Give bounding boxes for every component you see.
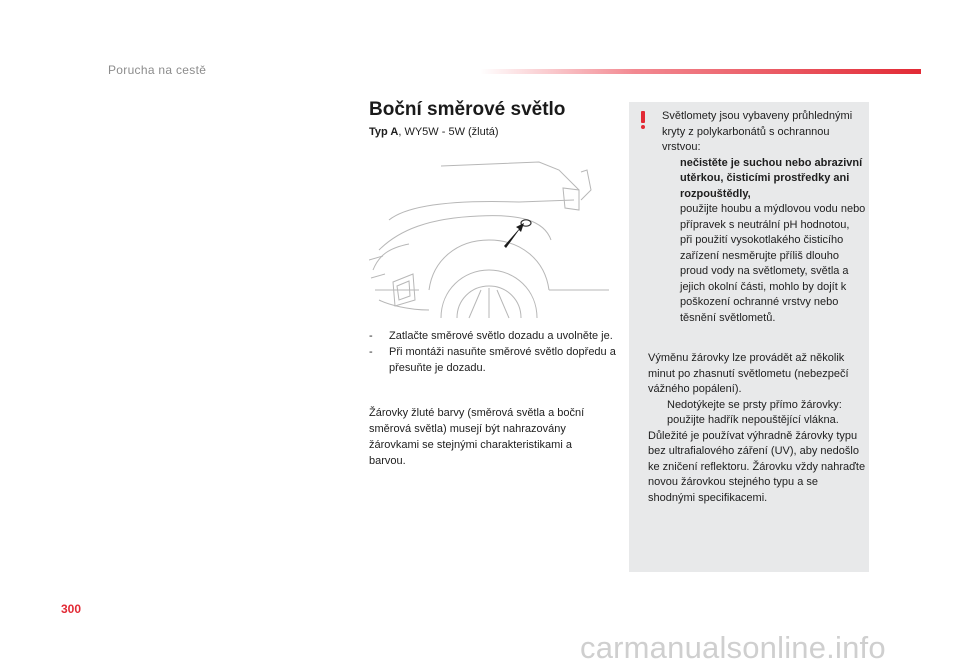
- headlamp-care-intro: Světlomety jsou vybaveny průhlednými kryty z polykarbonátů s ochrannou vrstvou:: [662, 110, 853, 153]
- replacement-intro: Výměnu žárovky lze provádět až několik minut po zhasnutí světlometu (nebezpečí vážného popálení).: [648, 352, 849, 395]
- section-header: Porucha na cestě: [108, 63, 207, 77]
- care-item-text: nečistěte je suchou nebo abrazivní utěrkou, čisticími prostředky ani rozpouštědly,: [680, 156, 863, 200]
- care-list-item: [662, 233, 867, 326]
- bulb-type-label: Typ A: [369, 126, 399, 138]
- watermark: carmanualsonline.info: [580, 630, 886, 665]
- bulb-type-spec: , WY5W - 5W (žlutá): [398, 126, 499, 138]
- exclamation-icon: [639, 111, 647, 129]
- headlamp-care-text: [662, 109, 867, 326]
- instruction-steps: [369, 328, 619, 376]
- care-item-text: při použití vysokotlakého čisticího zařízení nesměrujte příliš dlouho proud vody na světlomety, světla a jejich okolní části, mohlo by dojít k poškození ochranné vrstvy nebo těsnění světlometů.: [680, 234, 849, 324]
- page-number: 300: [61, 602, 82, 616]
- bulb-color-note: Žárovky žluté barvy (směrová světla a boční směrová světla) musejí být nahrazovány žárovkami se stejnými charakteristikami a barvou.: [369, 407, 585, 467]
- care-item-text: použijte houbu a mýdlovou vodu nebo přípravek s neutrální pH hodnotou,: [680, 203, 866, 231]
- bulb-type-line: [369, 126, 499, 138]
- header-accent-bar: [480, 69, 921, 74]
- bullet-icon: [662, 156, 680, 203]
- replacement-list-item: [648, 398, 868, 429]
- instruction-step: [369, 328, 619, 344]
- care-list-item: [662, 156, 867, 203]
- step-text: Při montáži nasuňte směrové světlo dopředu a přesuňte je dozadu.: [389, 346, 616, 374]
- page-title: Boční směrové světlo: [369, 99, 566, 120]
- warning-sidebar: [629, 102, 869, 572]
- step-marker: -: [369, 330, 373, 342]
- care-list-item: [662, 202, 867, 233]
- bullet-icon: [662, 233, 680, 326]
- replacement-rest: Důležité je používat výhradně žárovky typu bez ultrafialového záření (UV), aby nedošlo ke zničení reflektoru. Žárovku vždy nahraďte novou žárovkou stejného typu a se shodnými specifikacemi.: [648, 429, 866, 504]
- bullet-icon: [662, 202, 680, 233]
- car-side-illustration: [369, 160, 609, 320]
- step-text: Zatlačte směrové světlo dozadu a uvolněte je.: [389, 330, 613, 342]
- bulb-replacement-text: [648, 351, 868, 506]
- instruction-step: [369, 344, 619, 376]
- replacement-item-text: Nedotýkejte se prsty přímo žárovky: použijte hadřík nepouštějící vlákna.: [667, 398, 842, 426]
- bullet-icon: [648, 398, 667, 429]
- step-marker: -: [369, 346, 373, 358]
